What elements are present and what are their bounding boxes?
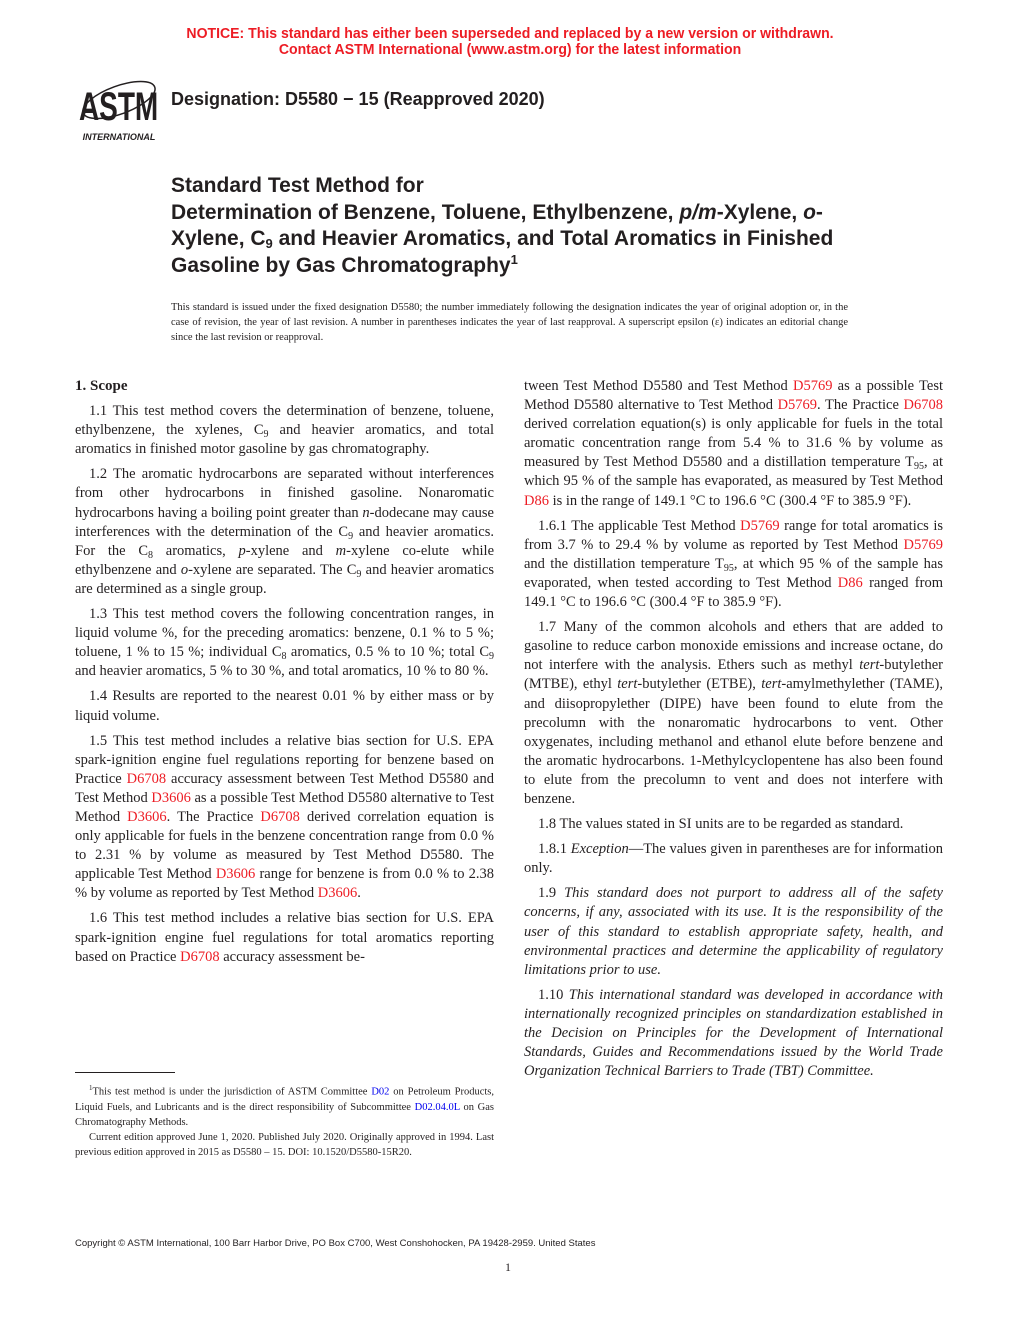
text-run: 1.8 The values stated in SI units are to be regarded as standard.: [538, 816, 904, 833]
text-run: range for total aromatics is from 3.7 % to 29.4 % by volume as reported by Test Method: [524, 517, 943, 553]
title-main: [171, 200, 851, 280]
text-run: 1.9: [538, 885, 565, 902]
text-run: 1.8.1: [538, 841, 571, 858]
text-run: aromatics, 0.5 % to 10 %; total C: [286, 644, 489, 661]
text-run: 1.2 The aromatic hydrocarbons are separated without interferences from other hydrocarbons in finished gasoline. Nonaromatic hydrocarbons having a boiling point greater than: [75, 466, 494, 521]
paragraph: [524, 840, 943, 878]
paragraph: [524, 618, 943, 809]
section-heading-scope: 1. Scope: [75, 378, 128, 394]
text-run: This test method is under the jurisdiction of ASTM Committee: [92, 1086, 372, 1098]
text-run: on Gas Chromatography Methods.: [75, 1101, 494, 1128]
designation: Designation: D5580 − 15 (Reapproved 2020): [171, 89, 545, 109]
reference-link[interactable]: D6708: [126, 770, 167, 787]
subscript: 8: [148, 549, 154, 561]
reference-link[interactable]: D6708: [903, 397, 943, 414]
notice-line-1: NOTICE: This standard has either been superseded and replaced by a new version or withdrawn.: [186, 26, 834, 42]
paragraph: [75, 402, 494, 459]
text-run: —The values given in parentheses are for information only.: [524, 841, 944, 877]
text-run: and heavier aromatics, and total aromatics in finished motor gasoline by gas chromatography.: [75, 422, 494, 458]
text-run: 1.3 This test method covers the following concentration ranges, in liquid volume %, for the preceding aromatics: benzene, 0.1 % to 5 %; toluene, 1 % to 15 %; individual C: [75, 606, 494, 661]
reference-link[interactable]: D5769: [903, 536, 943, 553]
superscript: 1: [89, 1084, 93, 1092]
paragraph: [75, 605, 494, 681]
italic-text: o: [803, 200, 816, 224]
paragraph: [524, 517, 943, 612]
italic-text: This international standard was developed in accordance with internationally recognized principles on standardization established in the Decision on Principles for the Development of International Standards, Guides and Recommendations issued by the World Trade Organization Technical Barriers to Trade (TBT) Committee.: [524, 986, 943, 1080]
paragraph: [75, 687, 494, 725]
footnote: [75, 1081, 494, 1130]
text-run: 1.10: [538, 986, 569, 1003]
subscript: 9: [265, 236, 273, 251]
paragraph: [75, 465, 494, 599]
text-run: 1.1 This test method covers the determination of benzene, toluene, ethylbenzene, the xylenes, C: [75, 403, 494, 439]
reference-link[interactable]: D3606: [215, 866, 256, 883]
text-run: and the distillation temperature T: [524, 555, 724, 572]
right-column: [524, 377, 943, 1087]
text-run: -xylene co-elute while ethylbenzene and: [75, 542, 495, 578]
reference-link[interactable]: D86: [524, 492, 549, 509]
reference-link[interactable]: D86: [837, 574, 863, 591]
italic-text: o: [180, 561, 189, 578]
text-run: 1.5 This test method includes a relative bias section for U.S. EPA spark-ignition engine fuel regulations reporting for benzene based on Practice: [75, 732, 494, 787]
text-run: -dodecane may cause interferences with the determination of the C: [75, 504, 494, 540]
footnote: [75, 1130, 494, 1160]
reference-link[interactable]: D02.04.0L: [414, 1101, 460, 1113]
text-run: derived correlation equation is only applicable for fuels in the benzene concentration range from 0.0 % to 2.31 % by volume as measured by Test Method D5580. The applicable Test Method: [75, 808, 494, 883]
page-number: 1: [505, 1260, 511, 1274]
paragraph: [524, 884, 943, 979]
text-run: is in the range of 149.1 °C to 196.6 °C (300.4 °F to 385.9 °F).: [548, 492, 912, 509]
text-run: Determination of Benzene, Toluene, Ethylbenzene,: [171, 200, 680, 224]
text-run: on Petroleum Products, Liquid Fuels, and Lubricants and is the direct responsibility of Subcommittee: [75, 1086, 494, 1113]
text-run: tween Test Method D5580 and Test Method: [524, 378, 793, 394]
text-run: 1.6 This test method includes a relative bias section for U.S. EPA spark-ignition engine fuel regulations for total aromatics reporting based on Practice: [75, 910, 494, 965]
text-run: and Heavier Aromatics, and Total Aromatics in Finished Gasoline by Gas Chromatography: [171, 227, 834, 277]
reference-link[interactable]: D6708: [260, 808, 300, 825]
italic-text: p/m: [679, 200, 717, 224]
subscript: 9: [489, 651, 494, 663]
paragraph: [524, 815, 943, 834]
text-run: and heavier aromatics, 5 % to 30 %, and total aromatics, 10 % to 80 %.: [75, 663, 489, 680]
document-title: [171, 173, 851, 279]
text-run: . The Practice: [817, 397, 904, 414]
notice-line-2: Contact ASTM International (www.astm.org) for the latest information: [278, 42, 742, 58]
astm-logo-icon: [78, 70, 160, 145]
text-run: ranged from 149.1 °C to 196.6 °C (300.4 °F to 385.9 °F).: [524, 574, 943, 611]
reference-link[interactable]: D5769: [740, 517, 780, 534]
text-run: as a possible Test Method D5580 alternative to Test Method: [75, 789, 495, 825]
italic-text: tert: [617, 676, 638, 693]
footnotes: [75, 1081, 494, 1160]
footnote-divider: [75, 1072, 175, 1073]
text-run: -butylether (ETBE),: [637, 676, 762, 693]
paragraph: [75, 732, 494, 904]
text-run: -Xylene, C: [171, 200, 823, 250]
text-run: -xylene are separated. The C: [188, 561, 357, 578]
reference-link[interactable]: D3606: [127, 808, 167, 825]
withdrawal-notice: [0, 26, 1020, 58]
reference-link[interactable]: D3606: [151, 789, 191, 806]
reference-link[interactable]: D5769: [777, 397, 818, 414]
text-run: and heavier aromatics. For the C: [75, 523, 495, 559]
italic-text: Exception: [570, 841, 629, 858]
text-run: derived correlation equation(s) is only applicable for fuels in the total aromatic concentration range from 5.4 % to 31.6 % by volume as measured by Test Method D5580 and a distillation temperature T: [524, 416, 943, 471]
text-run: 1.6.1 The applicable Test Method: [538, 517, 741, 534]
text-run: range for benzene is from 0.0 % to 2.38 % by volume as reported by Test Method: [75, 866, 494, 902]
text-run: Current edition approved June 1, 2020. Published July 2020. Originally approved in 1994. Last previous edition approved in 2015 as D5580 – 15. DOI: 10.1520/D5580-15R20.: [75, 1131, 494, 1158]
text-run: aromatics,: [153, 542, 239, 559]
paragraph: [524, 986, 943, 1081]
italic-text: n: [362, 504, 370, 521]
italic-text: tert: [859, 657, 880, 674]
subscript: 95: [913, 461, 924, 473]
svg-text:INTERNATIONAL: INTERNATIONAL: [82, 132, 156, 142]
paragraph: [75, 909, 494, 966]
issuance-note: This standard is issued under the fixed designation D5580; the number immediately following the designation indicates the year of original adoption or, in the case of revision, the year of last revision. A number in parentheses indicates the year of last reapproval. A superscript epsilon (ε) indicates an editorial change since the last revision or reapproval.: [171, 302, 848, 343]
text-run: , at which 95 % of the sample has evaporated, as measured by Test Method: [524, 454, 943, 490]
paragraph: [524, 377, 943, 511]
text-run: accuracy assessment between Test Method D5580 and Test Method: [75, 770, 494, 806]
text-run: accuracy assessment be-: [219, 948, 365, 965]
text-run: . The Practice: [166, 808, 261, 825]
subscript: 9: [263, 429, 269, 441]
text-run: and heavier aromatics are determined as a single group.: [75, 561, 495, 597]
reference-link[interactable]: D5769: [793, 378, 833, 394]
astm-logo: [78, 70, 160, 145]
text-run: -butylether (MTBE), ethyl: [524, 657, 943, 693]
subscript: 9: [356, 568, 362, 580]
text-run: 1.4 Results are reported to the nearest 0.01 % by either mass or by liquid volume.: [75, 688, 494, 724]
copyright: Copyright © ASTM International, 100 Barr Harbor Drive, PO Box C700, West Conshohocken, PA 19428-2959. United States: [75, 1238, 596, 1249]
italic-text: tert: [761, 676, 782, 693]
italic-text: p: [238, 542, 246, 559]
text-run: .: [357, 885, 361, 902]
superscript: 1: [510, 251, 518, 267]
reference-link[interactable]: D3606: [317, 885, 358, 902]
title-line-1: Standard Test Method for: [171, 174, 424, 197]
text-run: 1.7 Many of the common alcohols and ethers that are added to gasoline to reduce carbon monoxide emissions and increase octane, do not interfere with the analysis. Ethers such as methyl: [524, 619, 943, 674]
text-run: -amylmethylether (TAME), and diisopropylether (DIPE) have been found to elute from the precolumn with the nonaromatic hydrocarbons to vent. Other oxygenates, including methanol and ethanol elute before benzene and the aromatic hydrocarbons. 1-Methylcyclopentene has also been found to elute from the precolumn to vent and does not interfere with benzene.: [524, 676, 943, 807]
text-run: -Xylene,: [716, 200, 804, 224]
reference-link[interactable]: D02: [371, 1086, 390, 1098]
text-run: -xylene and: [245, 542, 336, 559]
left-column: [75, 377, 494, 973]
text-run: , at which 95 % of the sample has evaporated, when tested according to Test Method: [524, 555, 943, 591]
subscript: 9: [348, 530, 354, 542]
italic-text: m: [335, 542, 347, 559]
subscript: 8: [281, 651, 287, 663]
svg-text:ASTM: ASTM: [78, 85, 159, 130]
text-run: as a possible Test Method D5580 alternative to Test Method: [524, 378, 944, 414]
subscript: 95: [723, 562, 734, 574]
reference-link[interactable]: D6708: [180, 948, 220, 965]
italic-text: This standard does not purport to address all of the safety concerns, if any, associated with its use. It is the responsibility of the user of this standard to establish appropriate safety, health, and environmental practices and determine the applicability of regulatory limitations prior to use.: [524, 885, 943, 978]
